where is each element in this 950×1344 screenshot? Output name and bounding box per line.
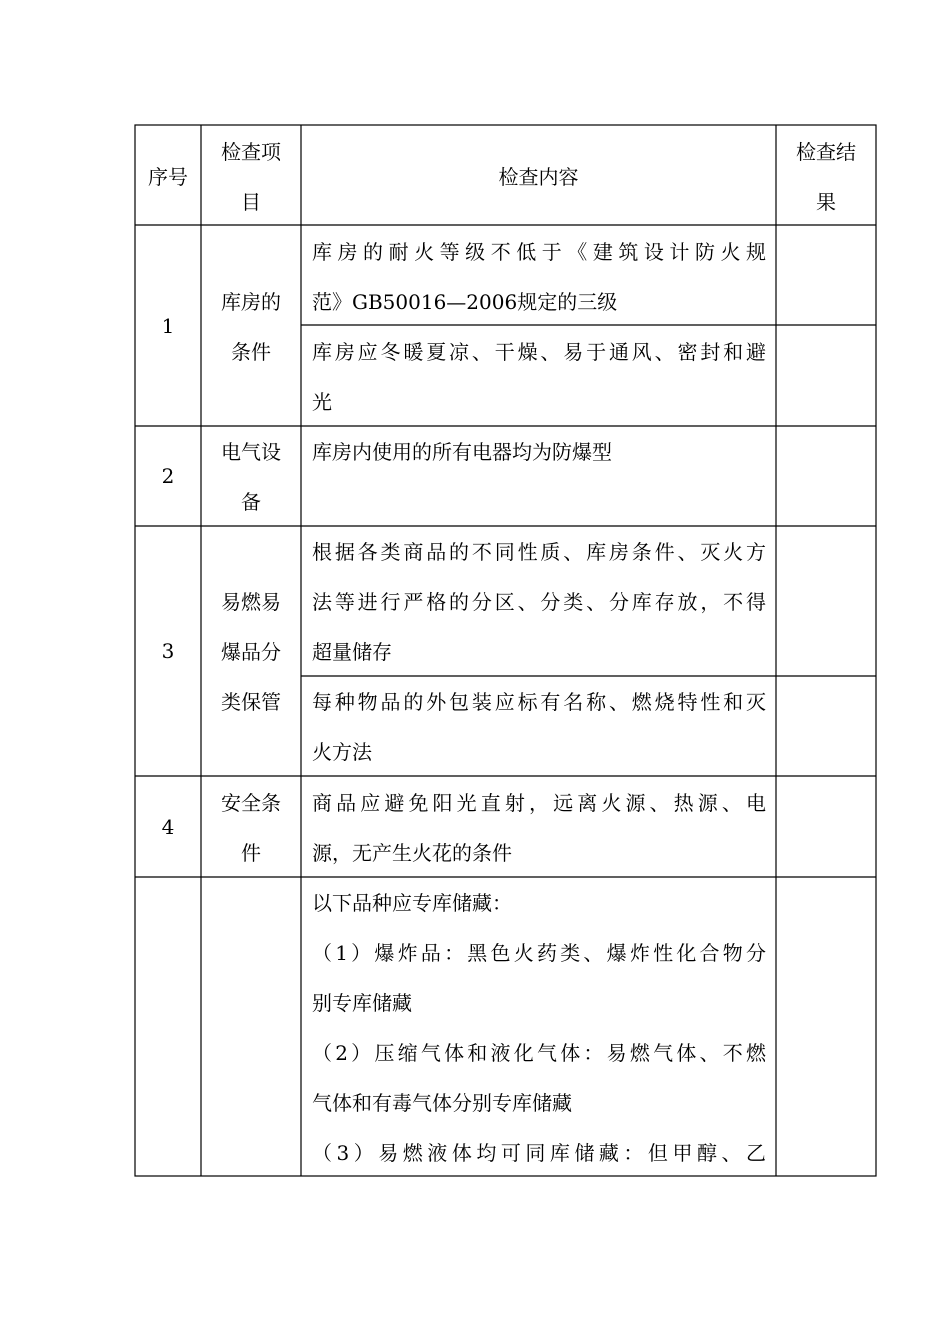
content-line: （1）爆炸品：黑色火药类、爆炸性化合物分	[312, 941, 766, 965]
content-line: 库房应冬暖夏凉、干燥、易于通风、密封和避	[312, 340, 766, 364]
content-line: 商品应避免阳光直射，远离火源、热源、电	[312, 791, 766, 815]
row-item	[201, 778, 301, 878]
row-content	[312, 778, 766, 878]
row-item	[201, 277, 301, 377]
row-content	[312, 427, 766, 477]
row-number	[135, 451, 201, 501]
content-line: 别专库储藏	[312, 991, 412, 1015]
content-line: 库房内使用的所有电器均为防爆型	[312, 440, 612, 464]
header-seq	[135, 152, 201, 202]
header-content	[301, 152, 776, 202]
content-line: （3）易燃液体均可同库储藏：但甲醇、乙	[312, 1141, 766, 1165]
content-line: 范》GB50016—2006规定的三级	[312, 290, 618, 314]
header-result-line: 检查结	[796, 140, 856, 164]
header-result	[776, 127, 876, 227]
content-line: 根据各类商品的不同性质、库房条件、灭火方	[312, 540, 766, 564]
row-item-line: 备	[241, 490, 261, 514]
row-number-value: 1	[161, 314, 175, 338]
header-seq-label: 序号	[148, 165, 188, 189]
row-content	[312, 227, 766, 327]
content-line: 源，无产生火花的条件	[312, 841, 512, 865]
row-item	[201, 427, 301, 527]
row-content	[312, 878, 766, 1178]
row-number-value: 2	[161, 464, 175, 488]
row-number-value: 3	[161, 639, 175, 663]
row-item-line: 条件	[231, 340, 271, 364]
content-line: （2）压缩气体和液化气体：易燃气体、不燃	[312, 1041, 766, 1065]
content-line: 库房的耐火等级不低于《建筑设计防火规	[312, 240, 766, 264]
content-line: 每种物品的外包装应标有名称、燃烧特性和灭	[312, 690, 766, 714]
row-item-line: 类保管	[221, 690, 281, 714]
row-item-line: 易燃易	[221, 590, 281, 614]
row-item-line: 库房的	[221, 290, 281, 314]
row-number	[135, 626, 201, 676]
row-item	[201, 577, 301, 727]
content-line: 以下品种应专库储藏：	[312, 891, 512, 915]
header-content-label: 检查内容	[498, 165, 579, 189]
row-content	[312, 327, 766, 427]
header-item-line: 目	[241, 190, 261, 214]
content-line: 光	[312, 390, 332, 414]
row-content	[312, 527, 766, 677]
row-item-line: 安全条	[221, 791, 281, 815]
row-number-value: 4	[161, 815, 175, 839]
row-number	[135, 802, 201, 852]
row-item-line: 件	[241, 841, 261, 865]
header-item	[201, 127, 301, 227]
header-result-line: 果	[816, 190, 836, 214]
header-item-line: 检查项	[221, 140, 281, 164]
row-item-line: 电气设	[221, 440, 281, 464]
content-line: 气体和有毒气体分别专库储藏	[312, 1091, 572, 1115]
content-line: 火方法	[312, 740, 372, 764]
content-line: 法等进行严格的分区、分类、分库存放，不得	[312, 590, 766, 614]
row-number	[135, 301, 201, 351]
row-item-line: 爆品分	[221, 640, 281, 664]
row-content	[312, 677, 766, 777]
content-line: 超量储存	[312, 640, 392, 664]
